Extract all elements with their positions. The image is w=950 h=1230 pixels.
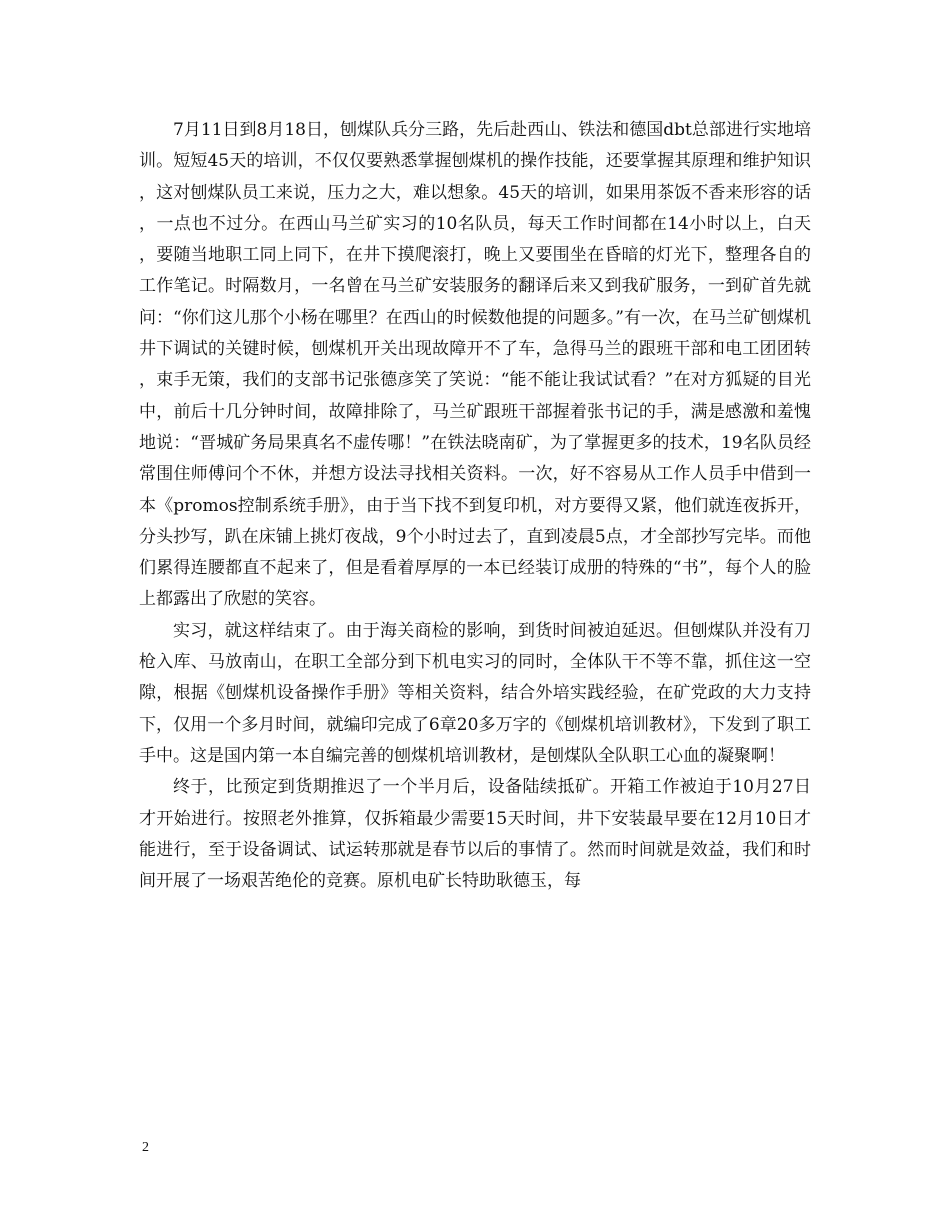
document-body bbox=[139, 115, 811, 897]
paragraph-3: 终于，比预定到货期推迟了一个半月后，设备陆续抵矿。开箱工作被迫于10月27日才开始进行。按照老外推算，仅拆箱最少需要15天时间，井下安装最早要在12月10日才能进行，至于设备调试、试运转那就是春节以后的事情了。然而时间就是效益，我们和时间开展了一场艰苦绝伦的竞赛。原机电矿长特助耿德玉，每 bbox=[139, 777, 811, 892]
paragraph-1: 7月11日到8月18日，刨煤队兵分三路，先后赴西山、铁法和德国dbt总部进行实地培训。短短45天的培训，不仅仅要熟悉掌握刨煤机的操作技能，还要掌握其原理和维护知识，这对刨煤队员工来说，压力之大，难以想象。45天的培训，如果用茶饭不香来形容的话，一点也不过分。在西山马兰矿实习的10名队员，每天工作时间都在14小时以上，白天，要随当地职工同上同下，在井下摸爬滚打，晚上又要围坐在昏暗的灯光下，整理各自的工作笔记。时隔数月，一名曾在马兰矿安装服务的翻译后来又到我矿服务，一到矿首先就问：“你们这儿那个小杨在哪里？在西山的时候数他提的问题多。”有一次，在马兰矿刨煤机井下调试的关键时候，刨煤机开关出现故障开不了车，急得马兰的跟班干部和电工团团转，束手无策，我们的支部书记张德彦笑了笑说：“能不能让我试试看？”在对方狐疑的目光中，前后十几分钟时间，故障排除了，马兰矿跟班干部握着张书记的手，满是感激和羞愧地说：“晋城矿务局果真名不虚传哪！”在铁法晓南矿，为了掌握更多的技术，19名队员经常围住师傅问个不休，并想方设法寻找相关资料。一次，好不容易从工作人员手中借到一本《promos控制系统手册》，由于当下找不到复印机，对方要得又紧，他们就连夜拆开，分头抄写，趴在床铺上挑灯夜战，9个小时过去了，直到凌晨5点，才全部抄写完毕。而他们累得连腰都直不起来了，但是看着厚厚的一本已经装订成册的特殊的“书”，每个人的脸上都露出了欣慰的笑容。 bbox=[139, 120, 811, 610]
page-number: 2 bbox=[142, 1140, 149, 1155]
paragraph-2: 实习，就这样结束了。由于海关商检的影响，到货时间被迫延迟。但刨煤队并没有刀枪入库、马放南山，在职工全部分到下机电实习的同时，全体队干不等不靠，抓住这一空隙，根据《刨煤机设备操作手册》等相关资料，结合外培实践经验，在矿党政的大力支持下，仅用一个多月时间，就编印完成了6章20多万字的《刨煤机培训教材》，下发到了职工手中。这是国内第一本自编完善的刨煤机培训教材，是刨煤队全队职工心血的凝聚啊！ bbox=[139, 620, 811, 766]
